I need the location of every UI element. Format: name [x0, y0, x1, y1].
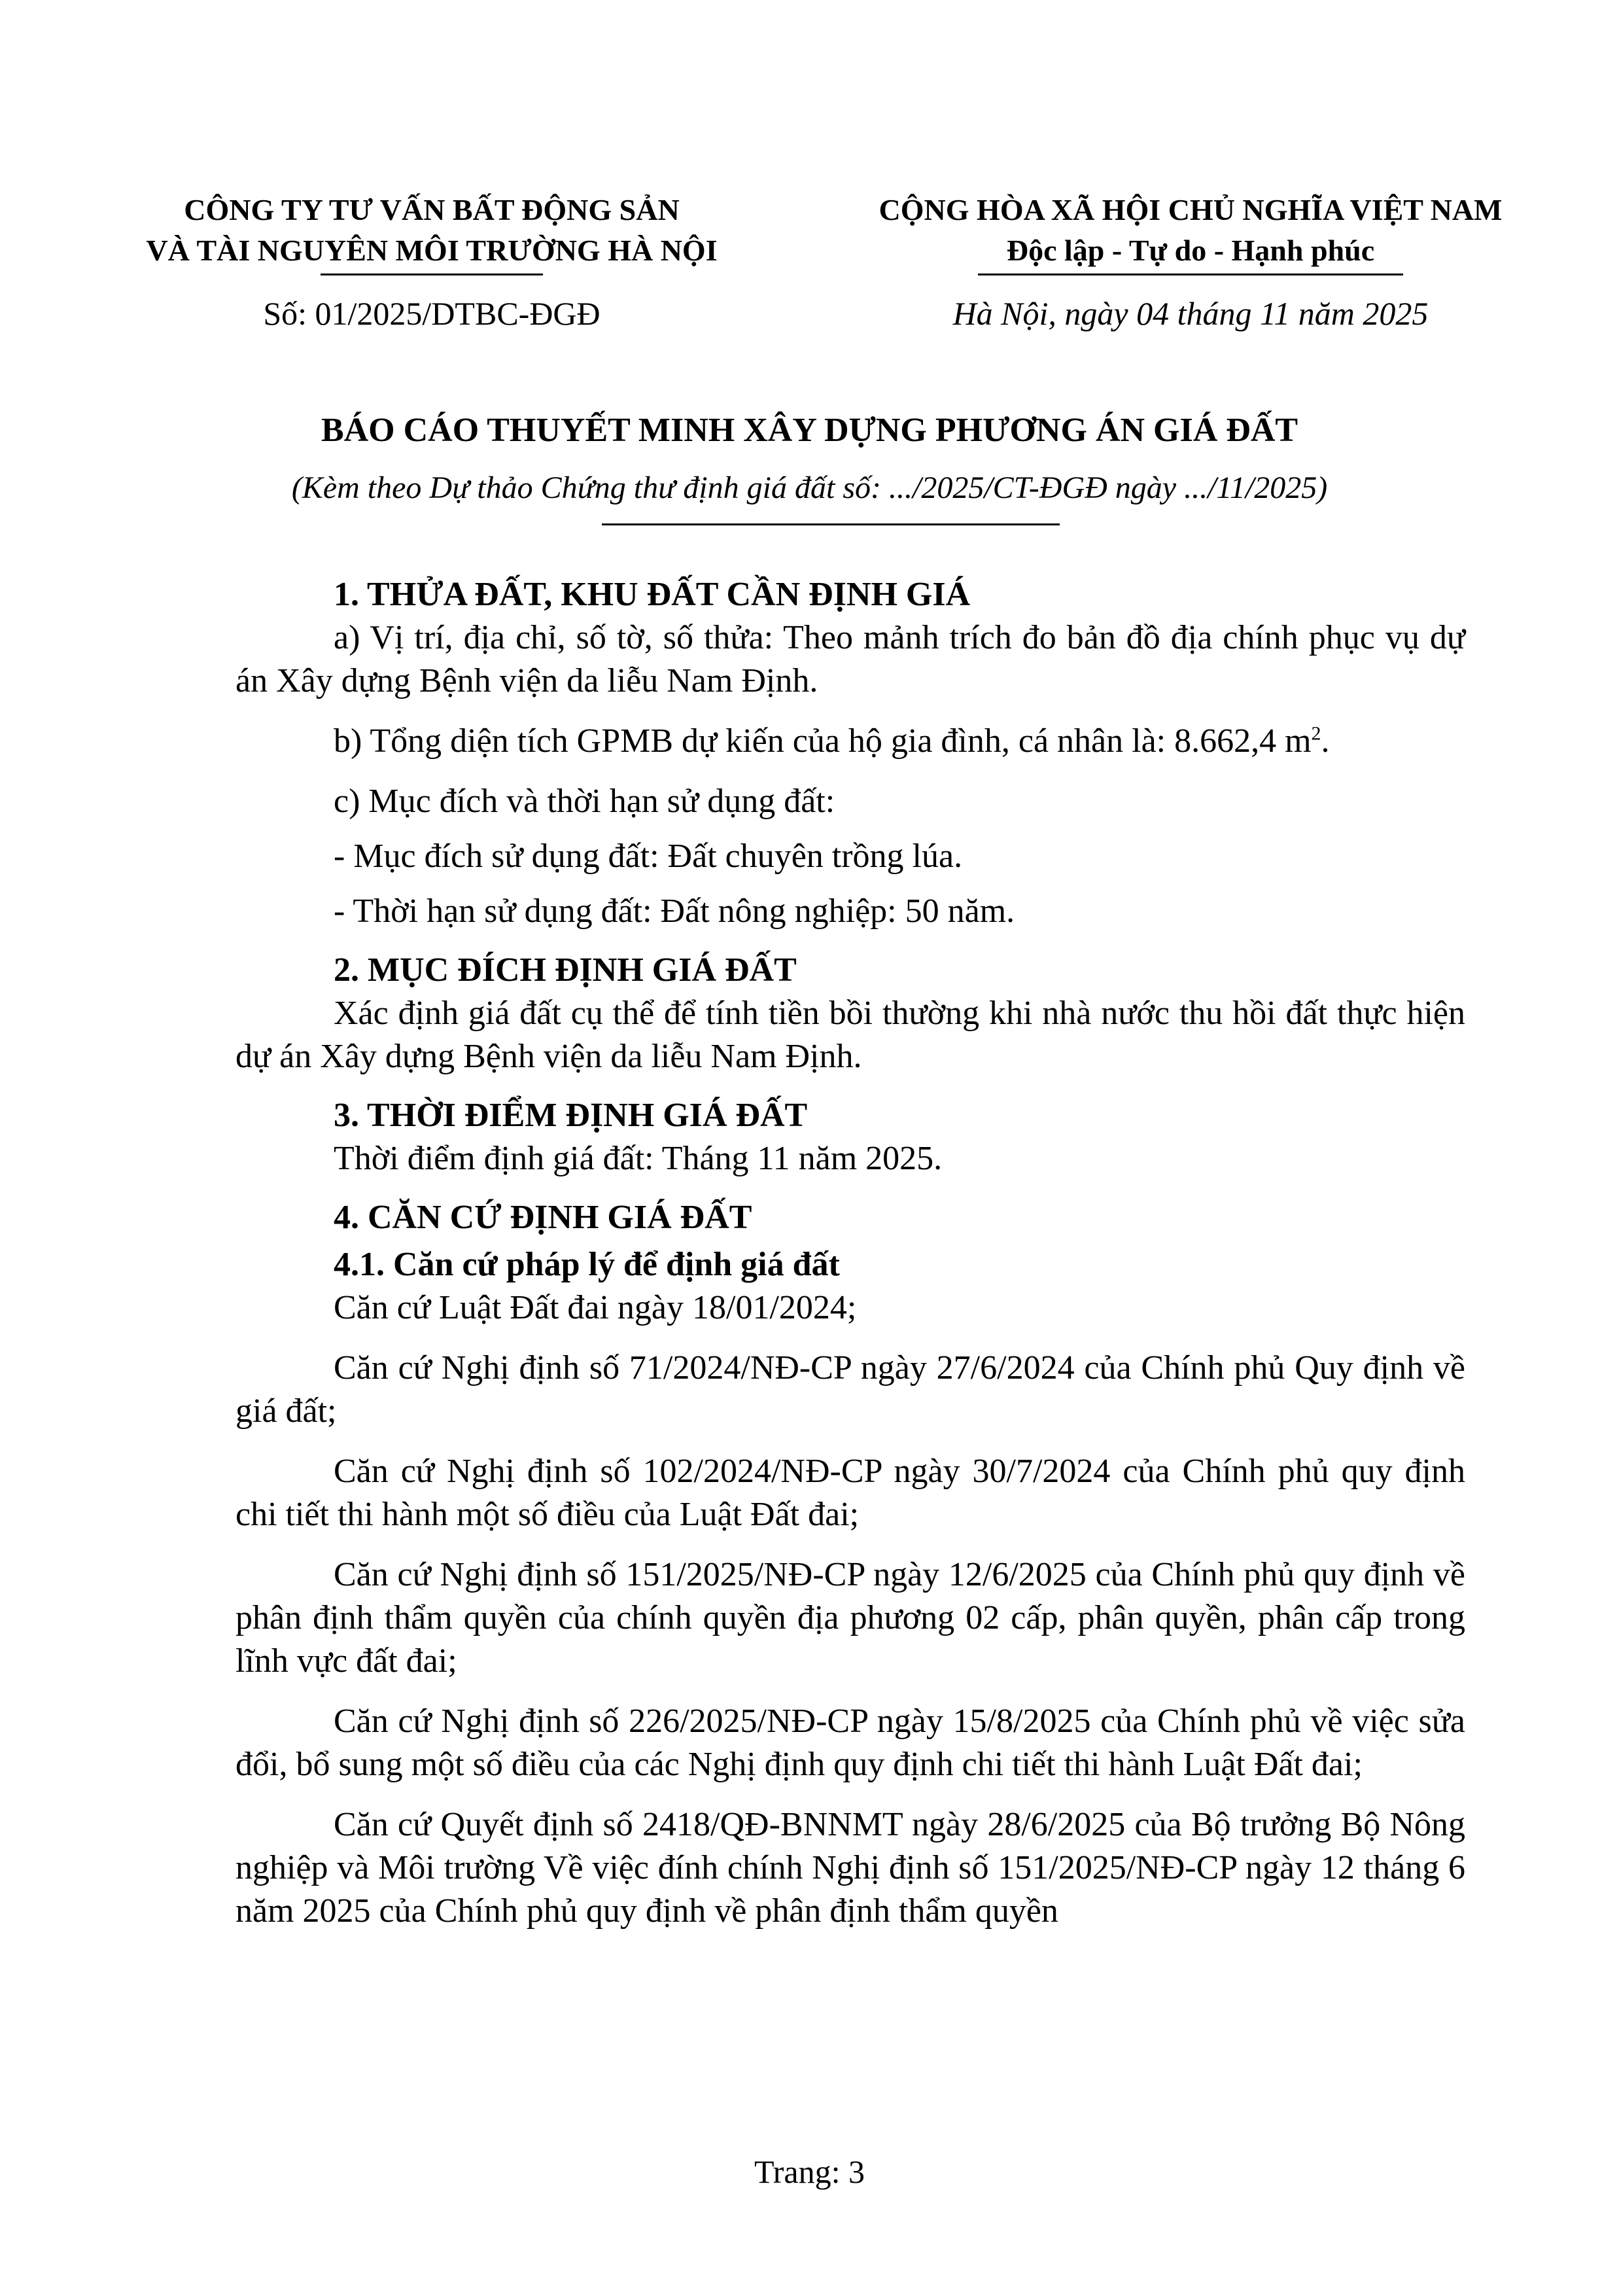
- land-use-term: - Thời hạn sử dụng đất: Đất nông nghiệp: 50 năm.: [334, 892, 1015, 930]
- report-title: BÁO CÁO THUYẾT MINH XÂY DỰNG PHƯƠNG ÁN GIÁ ĐẤT: [321, 412, 1298, 449]
- section-3-heading: 3. THỜI ĐIỂM ĐỊNH GIÁ ĐẤT: [334, 1097, 808, 1134]
- org-underline: [321, 274, 543, 275]
- land-use-purpose: - Mục đích sử dụng đất: Đất chuyên trồng lúa.: [334, 838, 963, 875]
- legal-basis-item: Căn cứ Nghị định số 102/2024/NĐ-CP ngày 30/7/2024 của Chính phủ quy định chi tiết thi hành một số điều của Luật Đất đai;: [235, 1453, 1465, 1533]
- area-period: .: [1321, 722, 1330, 760]
- report-body: [235, 569, 1465, 1950]
- legal-basis-item: Căn cứ Nghị định số 151/2025/NĐ-CP ngày 12/6/2025 của Chính phủ quy định về phân định thẩm quyền của chính quyền địa phương 02 cấp, phân quyền, phân cấp trong lĩnh vực đất đai;: [235, 1556, 1465, 1680]
- organization-header: [105, 190, 759, 275]
- org-name-line-2: VÀ TÀI NGUYÊN MÔI TRƯỜNG HÀ NỘI: [146, 234, 718, 267]
- section-4-1-heading: 4.1. Căn cứ pháp lý để định giá đất: [334, 1246, 840, 1283]
- section-1-heading: 1. THỬA ĐẤT, KHU ĐẤT CẦN ĐỊNH GIÁ: [334, 576, 971, 613]
- document-date: Hà Nội, ngày 04 tháng 11 năm 2025: [952, 295, 1429, 332]
- section-2-heading: 2. MỤC ĐÍCH ĐỊNH GIÁ ĐẤT: [334, 951, 797, 989]
- nation-name: CỘNG HÒA XÃ HỘI CHỦ NGHĨA VIỆT NAM: [879, 193, 1503, 226]
- area-text: b) Tổng diện tích GPMB dự kiến của hộ gia đình, cá nhân là: 8.662,4 m: [334, 722, 1312, 760]
- national-header: [831, 190, 1550, 275]
- page-number: Trang: 3: [754, 2153, 865, 2190]
- legal-basis-item: Căn cứ Quyết định số 2418/QĐ-BNNMT ngày 28/6/2025 của Bộ trưởng Bộ Nông nghiệp và Môi trường Về việc đính chính Nghị định số 151/2025/NĐ-CP ngày 12 tháng 6 năm 2025 của Chính phủ quy định về phân định thẩm quyền: [235, 1806, 1465, 1930]
- legal-basis-item: Căn cứ Nghị định số 226/2025/NĐ-CP ngày 15/8/2025 của Chính phủ về việc sửa đổi, bổ sung một số điều của các Nghị định quy định chi tiết thi hành Luật Đất đai;: [235, 1703, 1465, 1783]
- org-name-line-1: CÔNG TY TƯ VẤN BẤT ĐỘNG SẢN: [184, 193, 680, 226]
- section-1-item-b: [235, 720, 1465, 763]
- motto-underline: [978, 274, 1403, 275]
- section-2-text: Xác định giá đất cụ thể để tính tiền bồi thường khi nhà nước thu hồi đất thực hiện dự án Xây dựng Bệnh viện da liễu Nam Định.: [235, 995, 1465, 1075]
- national-motto: Độc lập - Tự do - Hạnh phúc: [1006, 234, 1375, 267]
- section-1-item-a: a) Vị trí, địa chỉ, số tờ, số thửa: Theo mảnh trích đo bản đồ địa chính phục vụ dự án Xây dựng Bệnh viện da liễu Nam Định.: [235, 619, 1465, 699]
- section-3-text: Thời điểm định giá đất: Tháng 11 năm 2025.: [334, 1140, 943, 1177]
- subtitle-underline: [602, 523, 1060, 525]
- document-number: Số: 01/2025/DTBC-ĐGĐ: [263, 295, 601, 332]
- section-4-heading: 4. CĂN CỨ ĐỊNH GIÁ ĐẤT: [334, 1199, 752, 1236]
- area-unit-superscript: 2: [1311, 722, 1321, 745]
- section-1-item-c: c) Mục đích và thời hạn sử dụng đất:: [334, 783, 835, 820]
- legal-basis-item: Căn cứ Nghị định số 71/2024/NĐ-CP ngày 27/6/2024 của Chính phủ Quy định về giá đất;: [235, 1349, 1465, 1430]
- report-subtitle: (Kèm theo Dự thảo Chứng thư định giá đất số: .../2025/CT-ĐGĐ ngày .../11/2025): [291, 470, 1328, 505]
- legal-basis-item: Căn cứ Luật Đất đai ngày 18/01/2024;: [334, 1289, 857, 1326]
